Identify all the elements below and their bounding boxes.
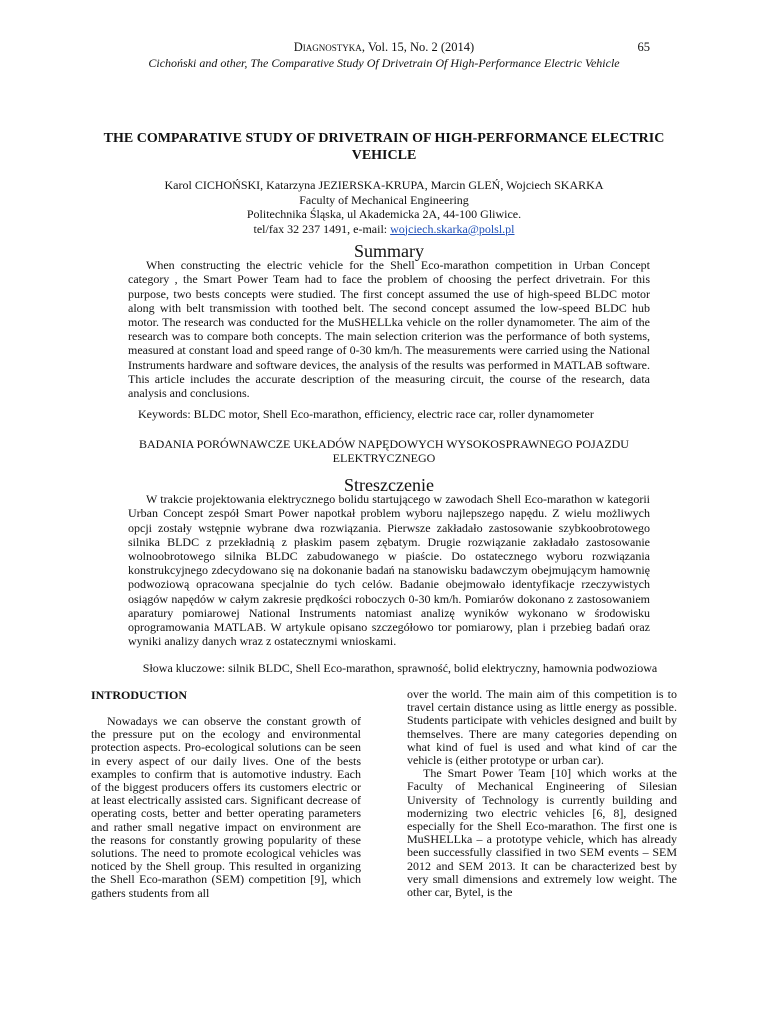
introduction-paragraph-3: The Smart Power Team [10] which works at the Faculty of Mechanical Engineering of Silesian University of Technology is currently building and modernizing two electric vehicles [6, 8], designed especially for the Shell Eco-marathon. The first one is MuSHELLka – a prototype vehicle, which has already been successfully classified in two SEM events – SEM 2012 and SEM 2013. It can be characterized best by very small dimensions and extremely low weight. The other car, Bytel, is the — [407, 766, 677, 900]
running-header — [0, 40, 768, 71]
polish-abstract-heading: Streszczenie — [344, 475, 434, 495]
running-title: Cichoński and other, The Comparative Study Of Drivetrain Of High-Performance Electric Vehicle — [148, 56, 620, 70]
introduction-paragraph-2: over the world. The main aim of this competition is to travel certain distance using as little energy as possible. Students participate with vehicles designed and built by themselves. There are many categories depending on what kind of fuel is used and what kind of car the vehicle is (either prototype or urban car). — [407, 687, 677, 768]
author-names: Karol CICHOŃSKI, Katarzyna JEZIERSKA-KRUPA, Marcin GLEŃ, Wojciech SKARKA — [164, 178, 604, 192]
journal-name: Diagnostyka — [293, 40, 362, 54]
right-column — [407, 688, 677, 899]
email-link[interactable]: wojciech.skarka@polsl.pl — [390, 221, 515, 236]
introduction-heading: INTRODUCTION — [91, 688, 188, 702]
keywords-polish: Słowa kluczowe: silnik BLDC, Shell Eco-marathon, sprawność, bolid elektryczny, hamownia podwoziowa — [142, 661, 658, 675]
journal-citation — [0, 40, 768, 55]
left-column — [91, 688, 361, 900]
university-address: Politechnika Śląska, ul Akademicka 2A, 44-100 Gliwice. — [246, 207, 522, 221]
paper-title: THE COMPARATIVE STUDY OF DRIVETRAIN OF HIGH-PERFORMANCE ELECTRIC VEHICLE — [103, 131, 665, 163]
contact-prefix: tel/fax 32 237 1491, e-mail: — [253, 221, 391, 236]
page-number: 65 — [637, 40, 650, 54]
polish-abstract — [128, 475, 650, 649]
abstract-heading: Summary — [354, 241, 424, 261]
journal-volume: , Vol. 15, No. 2 (2014) — [361, 40, 475, 54]
introduction-paragraph-1: Nowadays we can observe the constant growth of the pressure put on the ecology and environmental protection aspects. Pro-ecological solutions can be seen in every aspect of our daily lives. One of the bests examples to confirm that is automotive industry. Each of the biggest producers offers its customers electric or at least electrically assisted cars. Significant decrease of operating costs, better and better operating parameters and rather small negative impact on environment are the reasons for constantly growing popularity of these solutions. The need to promote ecological vehicles was noticed by the Shell group. This resulted in organizing the Shell Eco-marathon (SEM) competition [9], which gathers students from all — [91, 714, 361, 900]
faculty: Faculty of Mechanical Engineering — [299, 192, 469, 207]
polish-abstract-text: W trakcie projektowania elektrycznego bolidu startującego w zawodach Shell Eco-marathon w kategorii Urban Concept zespół Smart Power napotkał problem wyboru najlepszego napędu. Z wielu możliwych opcji zostały wstępnie wybrane dwa rozwiązania. Pierwsze zakładało zastosowanie szybkoobrotowego silnika BLDC z przekładnią z płaskim pasem zębatym. Drugie rozwiązanie zakładało zastosowanie wolnoobrotowego silnika BLDC zabudowanego w piaście. Do ostatecznego wyboru rozwiązania konstrukcyjnego zdecydowano się na dokonanie badań na stanowisku badawczym obejmującym hamownię podwoziową opracowana specjalnie do tych celów. Badanie obejmowało identyfikacje rzeczywistych osiągów napędów w całym zakresie prędkości roboczych 0-30 km/h. Pomiarów dokonano z zastosowaniem aparatury pomiarowej National Instruments natomiast analizę wyników wykonano w środowisku oprogramowania MATLAB. W artykule opisano szczegółowo tor pomiarowy, plan i przebieg badań oraz wyniki analizy danych wraz z ostatecznymi wnioskami. — [128, 492, 650, 649]
abstract-text: When constructing the electric vehicle for the Shell Eco-marathon competition in Urban Concept category , the Smart Power Team had to face the problem of choosing the perfect drivetrain. For this purpose, two bests concepts were studied. The first concept assumed the use of high-speed BLDC motor along with belt transmission with toothed belt. The second concept assumed the low-speed BLDC hub motor. The research was conducted for the MuSHELLka vehicle on the roller dynamometer. The aim of the research was to compare both concepts. The main selection criterion was the performance of both systems, measured at constant load and speed range of 0-30 km/h. The measurements were carried using the National Instruments hardware and software devices, the analysis of the results was performed in MATLAB software. This article includes the accurate description of the measuring circuit, the course of the research, data analysis and conclusions. — [128, 258, 650, 401]
polish-title: BADANIA PORÓWNAWCZE UKŁADÓW NAPĘDOWYCH WYSOKOSPRAWNEGO POJAZDU ELEKTRYCZNEGO — [139, 437, 629, 465]
keywords-english: Keywords: BLDC motor, Shell Eco-marathon, efficiency, electric race car, roller dynamometer — [138, 407, 594, 421]
contact-line — [90, 222, 678, 237]
english-abstract — [128, 241, 650, 401]
author-block — [90, 178, 678, 236]
